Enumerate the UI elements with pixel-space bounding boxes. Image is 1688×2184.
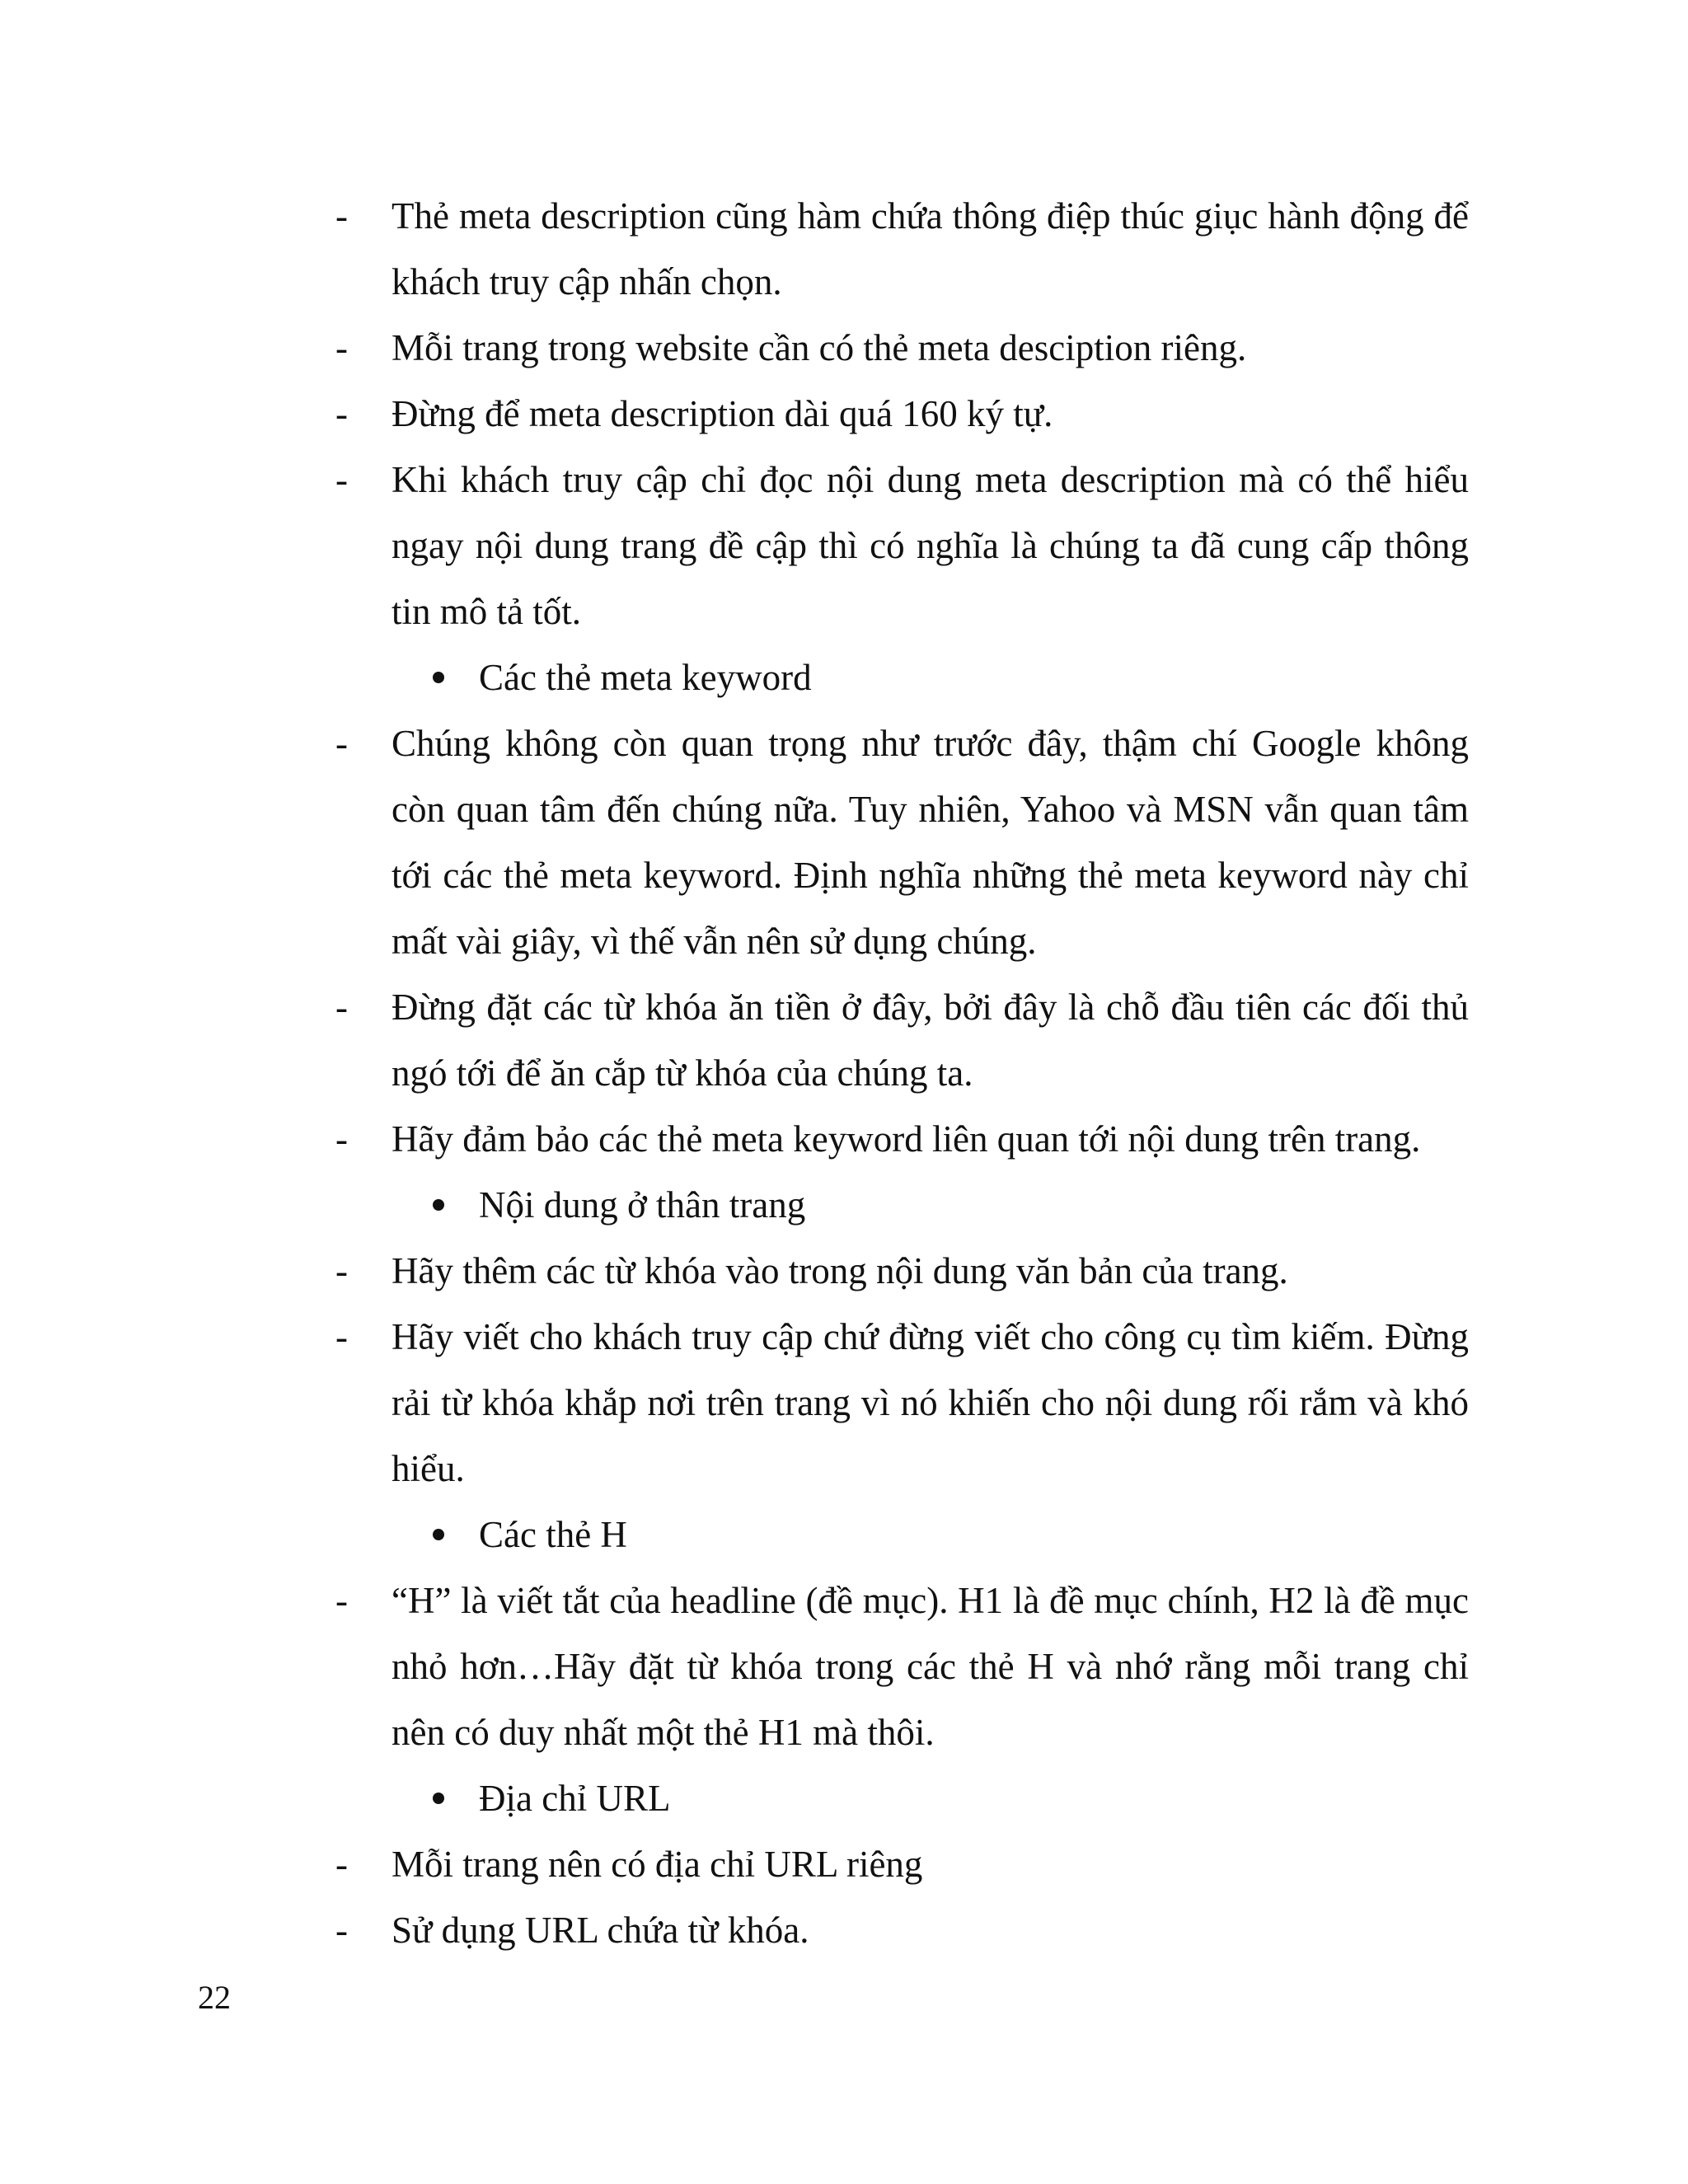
dash-list-item [335, 1238, 1469, 1304]
section-heading-bullet [335, 1502, 1469, 1568]
dash-list-item [335, 183, 1469, 315]
dash-marker: - [335, 459, 348, 500]
dash-list-item [335, 710, 1469, 974]
bullet-dot-icon [433, 1529, 444, 1540]
list-item-text: Chúng không còn quan trọng như trước đây, thậm chí Google không còn quan tâm đến chúng nữa. Tuy nhiên, Yahoo và MSN vẫn quan tâm tới các thẻ meta keyword. Định nghĩa những thẻ meta keyword này chỉ mất vài giây, vì thế vẫn nên sử dụng chúng. [392, 723, 1469, 962]
list-item-text: “H” là viết tắt của headline (đề mục). H1 là đề mục chính, H2 là đề mục nhỏ hơn…Hãy đặt từ khóa trong các thẻ H và nhớ rằng mỗi trang chỉ nên có duy nhất một thẻ H1 mà thôi. [392, 1580, 1469, 1753]
dash-list-item [335, 1897, 1469, 1963]
bullet-dot-icon [433, 1793, 444, 1804]
section-heading-bullet [335, 644, 1469, 710]
dash-list-item [335, 315, 1469, 381]
dash-list-item [335, 447, 1469, 644]
dash-list-item [335, 381, 1469, 447]
list-item-text: Sử dụng URL chứa từ khóa. [392, 1910, 809, 1951]
list-item-text: Thẻ meta description cũng hàm chứa thông điệp thúc giục hành động để khách truy cập nhấn chọn. [392, 195, 1469, 302]
bullet-dot-icon [433, 1199, 444, 1211]
document-body [335, 183, 1469, 1963]
list-item-text: Mỗi trang trong website cần có thẻ meta desciption riêng. [392, 327, 1247, 368]
dash-marker: - [335, 1580, 348, 1621]
section-heading-text: Địa chỉ URL [479, 1778, 671, 1819]
dash-marker: - [335, 195, 348, 237]
list-item-text: Mỗi trang nên có địa chỉ URL riêng [392, 1844, 923, 1885]
section-heading-bullet [335, 1172, 1469, 1238]
page-number: 22 [198, 1979, 231, 2016]
dash-marker: - [335, 1316, 348, 1357]
list-item-text: Hãy thêm các từ khóa vào trong nội dung văn bản của trang. [392, 1250, 1288, 1291]
dash-marker: - [335, 393, 348, 434]
dash-marker: - [335, 723, 348, 764]
dash-marker: - [335, 1844, 348, 1885]
section-heading-text: Các thẻ H [479, 1514, 627, 1555]
dash-list-item [335, 1568, 1469, 1765]
dash-marker: - [335, 1250, 348, 1291]
section-heading-text: Các thẻ meta keyword [479, 657, 812, 698]
section-heading-bullet [335, 1765, 1469, 1831]
section-heading-text: Nội dung ở thân trang [479, 1184, 806, 1226]
dash-marker: - [335, 1118, 348, 1160]
list-item-text: Hãy đảm bảo các thẻ meta keyword liên quan tới nội dung trên trang. [392, 1118, 1421, 1160]
dash-list-item [335, 1831, 1469, 1897]
list-item-text: Hãy viết cho khách truy cập chứ đừng viết cho công cụ tìm kiếm. Đừng rải từ khóa khắp nơi trên trang vì nó khiến cho nội dung rối rắm và khó hiểu. [392, 1316, 1469, 1489]
dash-marker: - [335, 987, 348, 1028]
list-item-text: Khi khách truy cập chỉ đọc nội dung meta description mà có thể hiểu ngay nội dung trang đề cập thì có nghĩa là chúng ta đã cung cấp thông tin mô tả tốt. [392, 459, 1469, 632]
bullet-dot-icon [433, 672, 444, 683]
dash-marker: - [335, 1910, 348, 1951]
dash-list-item [335, 974, 1469, 1106]
list-item-text: Đừng đặt các từ khóa ăn tiền ở đây, bởi đây là chỗ đầu tiên các đối thủ ngó tới để ăn cắp từ khóa của chúng ta. [392, 987, 1469, 1094]
dash-list-item [335, 1106, 1469, 1172]
dash-marker: - [335, 327, 348, 368]
dash-list-item [335, 1304, 1469, 1502]
list-item-text: Đừng để meta description dài quá 160 ký tự. [392, 393, 1053, 434]
